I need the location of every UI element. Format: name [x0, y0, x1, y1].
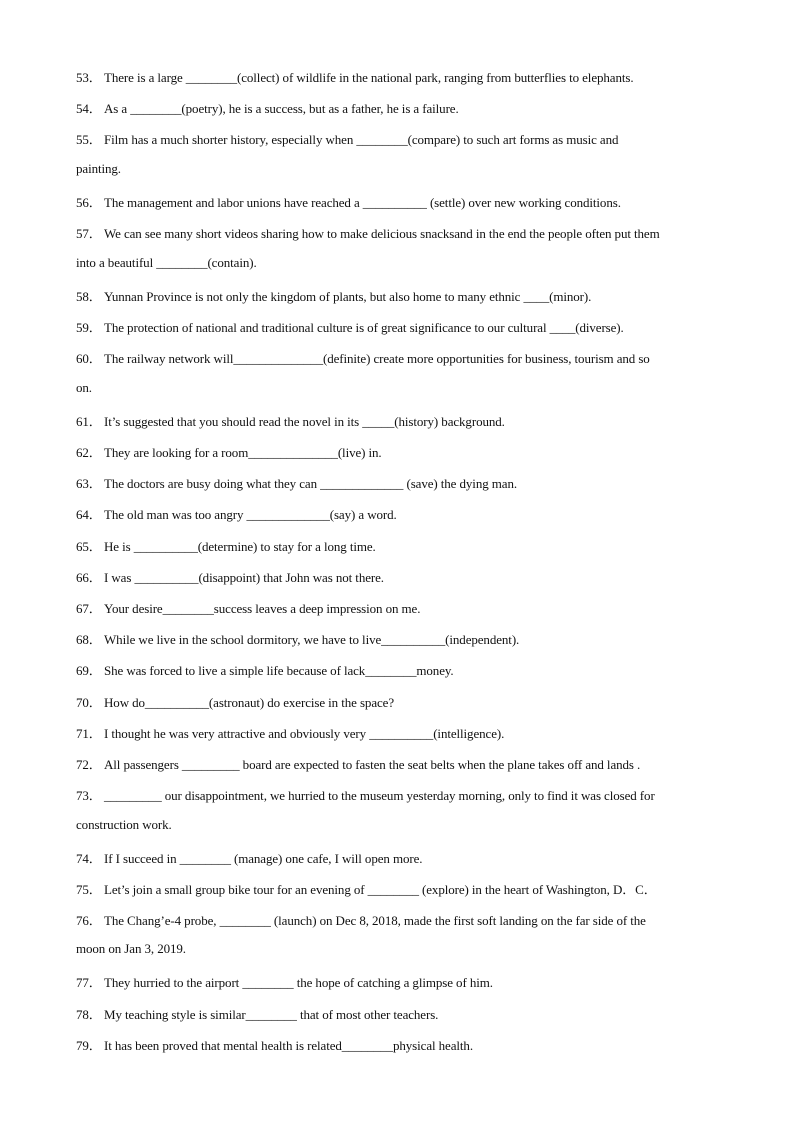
question-number: 76． — [76, 913, 102, 928]
question-55-continuation: painting. — [76, 161, 121, 176]
question-55 — [76, 129, 726, 148]
question-61 — [76, 411, 726, 430]
question-78 — [76, 1004, 726, 1023]
question-text: It has been proved that mental health is related________physical health. — [104, 1038, 473, 1053]
question-text: He is __________(determine) to stay for a long time. — [104, 539, 376, 554]
question-number: 69． — [76, 663, 102, 678]
question-number: 68． — [76, 632, 102, 647]
question-text: _________ our disappointment, we hurried to the museum yesterday morning, only to find it was closed for — [104, 788, 655, 803]
question-73-continuation: construction work. — [76, 817, 172, 832]
question-text: Film has a much shorter history, especially when ________(compare) to such art forms as music and — [104, 132, 619, 147]
question-number: 57． — [76, 226, 102, 241]
question-text: All passengers _________ board are expected to fasten the seat belts when the plane takes off and lands . — [104, 757, 641, 772]
question-number: 78． — [76, 1007, 102, 1022]
question-text: The old man was too angry _____________(say) a word. — [104, 507, 397, 522]
question-text: Let’s join a small group bike tour for an evening of ________ (explore) in the heart of Washington, D．C． — [104, 882, 657, 897]
question-number: 77． — [76, 975, 102, 990]
question-text: It’s suggested that you should read the novel in its _____(history) background. — [104, 414, 505, 429]
question-70 — [76, 692, 726, 711]
question-57 — [76, 223, 726, 242]
question-number: 67． — [76, 601, 102, 616]
question-text: They are looking for a room______________(live) in. — [104, 445, 382, 460]
question-text: The railway network will______________(definite) create more opportunities for business, tourism and so — [104, 351, 650, 366]
question-75 — [76, 879, 726, 898]
question-number: 72． — [76, 757, 102, 772]
question-number: 66． — [76, 570, 102, 585]
question-79 — [76, 1035, 726, 1054]
question-number: 55． — [76, 132, 102, 147]
question-72 — [76, 754, 726, 773]
question-76-continuation: moon on Jan 3, 2019. — [76, 941, 186, 956]
question-number: 56． — [76, 195, 102, 210]
question-number: 64． — [76, 507, 102, 522]
question-text: I thought he was very attractive and obviously very __________(intelligence). — [104, 726, 505, 741]
question-text: While we live in the school dormitory, we have to live__________(independent). — [104, 632, 520, 647]
question-number: 70． — [76, 695, 102, 710]
question-text: My teaching style is similar________ that of most other teachers. — [104, 1007, 439, 1022]
question-number: 53． — [76, 70, 102, 85]
question-text: The protection of national and traditional culture is of great significance to our cultural ____(diverse). — [104, 320, 624, 335]
question-text: As a ________(poetry), he is a success, but as a father, he is a failure. — [104, 101, 459, 116]
question-text: How do__________(astronaut) do exercise in the space? — [104, 695, 394, 710]
question-text: The Chang’e-4 probe, ________ (launch) on Dec 8, 2018, made the first soft landing on the far side of the — [104, 913, 646, 928]
question-text: Yunnan Province is not only the kingdom of plants, but also home to many ethnic ____(minor). — [104, 289, 592, 304]
question-text: Your desire________success leaves a deep impression on me. — [104, 601, 421, 616]
question-number: 71． — [76, 726, 102, 741]
question-number: 61． — [76, 414, 102, 429]
question-number: 65． — [76, 539, 102, 554]
question-text: She was forced to live a simple life because of lack________money. — [104, 663, 454, 678]
question-71 — [76, 723, 726, 742]
question-73 — [76, 785, 726, 804]
question-number: 54． — [76, 101, 102, 116]
question-69 — [76, 660, 726, 679]
question-60 — [76, 348, 726, 367]
question-74 — [76, 848, 726, 867]
question-text: I was __________(disappoint) that John was not there. — [104, 570, 384, 585]
question-number: 63． — [76, 476, 102, 491]
question-53 — [76, 67, 726, 86]
question-68 — [76, 629, 726, 648]
question-number: 74． — [76, 851, 102, 866]
question-54 — [76, 98, 726, 117]
question-60-continuation: on. — [76, 380, 92, 395]
question-67 — [76, 598, 726, 617]
question-number: 58． — [76, 289, 102, 304]
question-number: 75． — [76, 882, 102, 897]
question-63 — [76, 473, 726, 492]
question-56 — [76, 192, 726, 211]
question-number: 62． — [76, 445, 102, 460]
question-text: They hurried to the airport ________ the hope of catching a glimpse of him. — [104, 975, 493, 990]
question-text: The management and labor unions have reached a __________ (settle) over new working conditions. — [104, 195, 621, 210]
question-text: If I succeed in ________ (manage) one cafe, I will open more. — [104, 851, 423, 866]
question-number: 60． — [76, 351, 102, 366]
question-64 — [76, 504, 726, 523]
question-number: 79． — [76, 1038, 102, 1053]
question-text: The doctors are busy doing what they can _____________ (save) the dying man. — [104, 476, 517, 491]
question-58 — [76, 286, 726, 305]
question-text: There is a large ________(collect) of wildlife in the national park, ranging from butterflies to elephants. — [104, 70, 634, 85]
question-number: 59． — [76, 320, 102, 335]
question-65 — [76, 536, 726, 555]
question-62 — [76, 442, 726, 461]
question-77 — [76, 972, 726, 991]
question-76 — [76, 910, 726, 929]
question-text: We can see many short videos sharing how to make delicious snacksand in the end the people often put them — [104, 226, 660, 241]
question-59 — [76, 317, 726, 336]
question-57-continuation: into a beautiful ________(contain). — [76, 255, 257, 270]
question-number: 73． — [76, 788, 102, 803]
question-66 — [76, 567, 726, 586]
